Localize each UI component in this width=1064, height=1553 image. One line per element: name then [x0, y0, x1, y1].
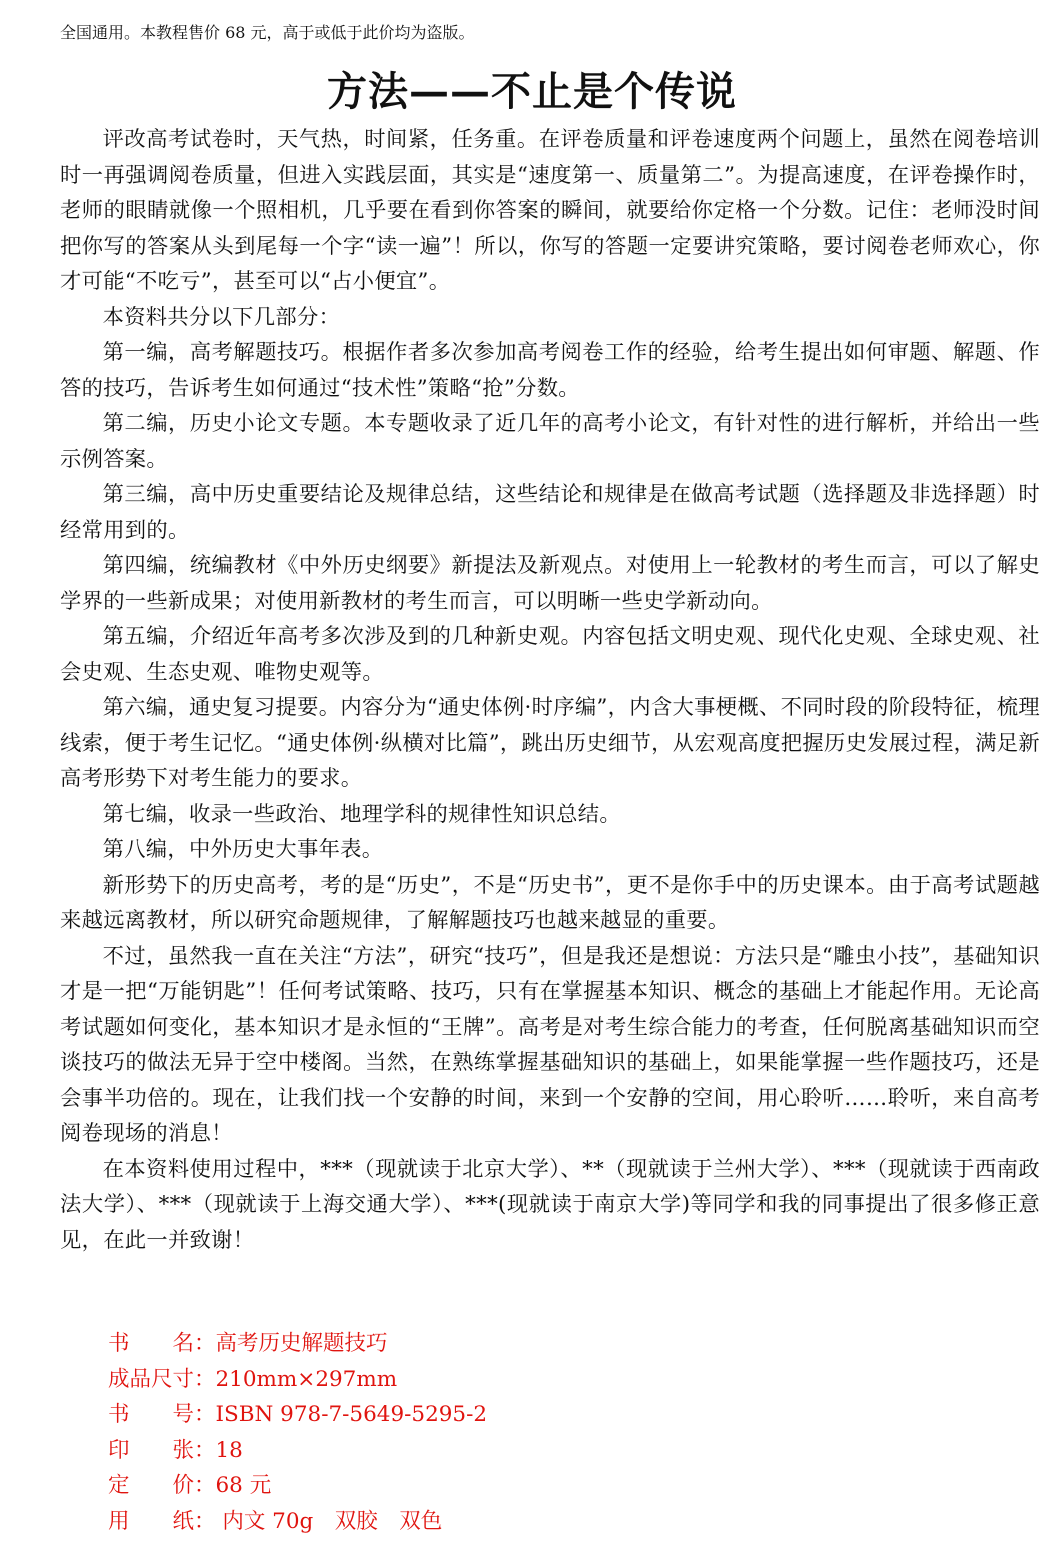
article-body	[60, 122, 1040, 1258]
book-specs	[108, 1326, 487, 1540]
paragraph-intro: 评改高考试卷时，天气热，时间紧，任务重。在评卷质量和评卷速度两个问题上，虽然在阅卷培训时一再强调阅卷质量，但进入实践层面，其实是“速度第一、质量第二”。为提高速度，在评卷操作时，老师的眼睛就像一个照相机，几乎要在看到你答案的瞬间，就要给你定格一个分数。记住：老师没时间把你写的答案从头到尾每一个字“读一遍”！所以，你写的答题一定要讲究策略，要讨阅卷老师欢心，你才可能“不吃亏”，甚至可以“占小便宜”。	[60, 127, 1040, 294]
spec-size: 成品尺寸：210mm×297mm	[108, 1366, 398, 1392]
spec-book-name: 书 名：高考历史解题技巧	[108, 1331, 388, 1356]
paragraph-new-trend: 新形势下的历史高考，考的是“历史”，不是“历史书”，更不是你手中的历史课本。由于高考试题越来越远离教材，所以研究命题规律，了解解题技巧也越来越显的重要。	[60, 872, 1040, 933]
spec-price: 定 价：68 元	[108, 1473, 272, 1499]
paragraph-part-4: 第四编，统编教材《中外历史纲要》新提法及新观点。对使用上一轮教材的考生而言，可以了解史学界的一些新成果；对使用新教材的考生而言，可以明晰一些史学新动向。	[60, 553, 1040, 614]
spec-isbn: 书 号：ISBN 978-7-5649-5295-2	[108, 1402, 488, 1428]
paragraph-parts-heading: 本资料共分以下几部分：	[102, 304, 341, 330]
paragraph-thanks: 在本资料使用过程中，***（现就读于北京大学）、**（现就读于兰州大学）、***（现就读于西南政法大学）、***（现就读于上海交通大学）、***(现就读于南京大学)等同学和我的同事提出了很多修正意见，在此一并致谢！	[60, 1156, 1040, 1253]
spec-paper: 用 纸： 内文 70g 双胶 双色	[108, 1508, 443, 1534]
paragraph-part-2: 第二编，历史小论文专题。本专题收录了近几年的高考小论文，有针对性的进行解析，并给出一些示例答案。	[60, 411, 1040, 472]
paragraph-part-8: 第八编，中外历史大事年表。	[102, 837, 384, 862]
spec-sheets: 印 张：18	[108, 1437, 243, 1463]
page-title: 方法——不止是个传说	[327, 68, 737, 115]
paragraph-part-5: 第五编，介绍近年高考多次涉及到的几种新史观。内容包括文明史观、现代化史观、全球史观、社会史观、生态史观、唯物史观等。	[60, 624, 1040, 685]
paragraph-part-7: 第七编，收录一些政治、地理学科的规律性知识总结。	[102, 801, 621, 827]
paragraph-part-3: 第三编，高中历史重要结论及规律总结，这些结论和规律是在做高考试题（选择题及非选择题）时经常用到的。	[60, 482, 1040, 543]
paragraph-part-6: 第六编，通史复习提要。内容分为“通史体例·时序编”，内含大事梗概、不同时段的阶段特征，梳理线索，便于考生记忆。“通史体例·纵横对比篇”，跳出历史细节，从宏观高度把握历史发展过程，满足新高考形势下对考生能力的要求。	[60, 695, 1040, 791]
paragraph-methods: 不过，虽然我一直在关注“方法”，研究“技巧”，但是我还是想说：方法只是“雕虫小技”，基础知识才是一把“万能钥匙”！任何考试策略、技巧，只有在掌握基本知识、概念的基础上才能起作用。无论高考试题如何变化，基本知识才是永恒的“王牌”。高考是对考生综合能力的考查，任何脱离基础知识而空谈技巧的做法无异于空中楼阁。当然，在熟练掌握基础知识的基础上，如果能掌握一些作题技巧，还是会事半功倍的。现在，让我们找一个安静的时间，来到一个安静的空间，用心聆听……聆听，来自高考阅卷现场的消息！	[60, 943, 1040, 1146]
paragraph-part-1: 第一编，高考解题技巧。根据作者多次参加高考阅卷工作的经验，给考生提出如何审题、解题、作答的技巧，告诉考生如何通过“技术性”策略“抢”分数。	[60, 340, 1040, 401]
price-notice: 全国通用。本教程售价 68 元，高于或低于此价均为盗版。	[60, 23, 475, 42]
